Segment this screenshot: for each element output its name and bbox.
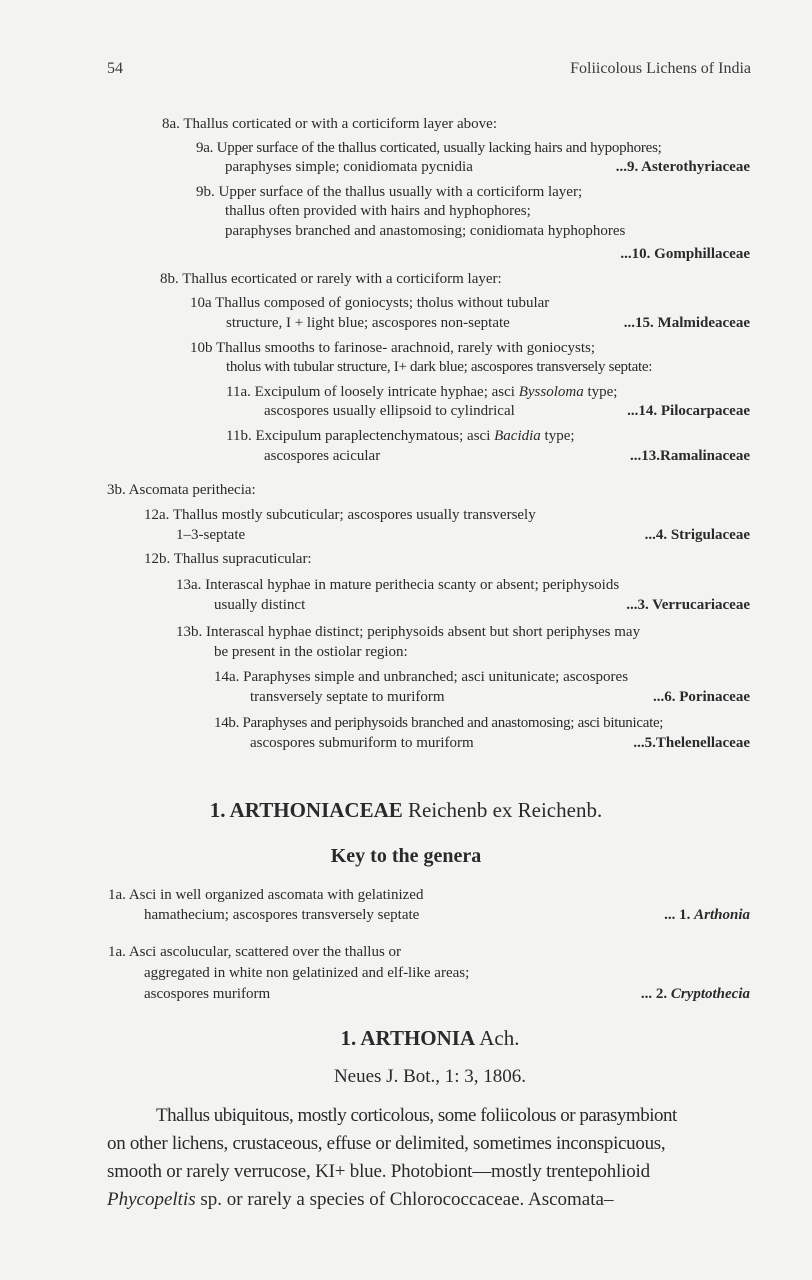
description-line-4: Phycopeltis sp. or rarely a species of Chlorococcaceae. Ascomata– <box>107 1189 614 1210</box>
genera-key-line-1-cont: hamathecium; ascospores transversely septate <box>144 907 420 923</box>
genera-key-title: Key to the genera <box>330 845 482 867</box>
key-result-verrucariaceae: ...3. Verrucariaceae <box>626 597 750 613</box>
genus-heading: 1. ARTHONIA Ach. <box>340 1026 520 1050</box>
key-line-9b: 9b. Upper surface of the thallus usually with a corticiform layer; <box>196 184 583 200</box>
key-line-13a: 13a. Interascal hyphae in mature perithecia scanty or absent; periphysoids <box>176 577 620 593</box>
key-line-14b-cont: ascospores submuriform to muriform <box>250 735 474 751</box>
key-line-11b: 11b. Excipulum paraplectenchymatous; asci Bacidia type; <box>226 428 575 444</box>
key-line-10b-cont: tholus with tubular structure, I+ dark blue; ascospores transversely septate: <box>226 359 653 375</box>
key-result-porinaceae: ...6. Porinaceae <box>652 689 750 705</box>
key-result-strigulaceae: ...4. Strigulaceae <box>644 527 750 543</box>
family-heading: 1. ARTHONIACEAE Reichenb ex Reichenb. <box>209 798 603 822</box>
key-result-asterothyriaceae: ...9. Asterothyriaceae <box>615 159 750 175</box>
genera-key-line-2-cont2: ascospores muriform <box>144 986 271 1002</box>
key-line-11b-cont: ascospores acicular <box>264 448 381 464</box>
key-line-13b-cont: be present in the ostiolar region: <box>214 644 408 660</box>
key-result-gomphillaceae: ...10. Gomphillaceae <box>620 246 750 262</box>
key-line-3b: 3b. Ascomata perithecia: <box>107 482 256 498</box>
key-line-14a: 14a. Paraphyses simple and unbranched; asci unitunicate; ascospores <box>214 669 629 685</box>
key-line-10a-cont: structure, I + light blue; ascospores non-septate <box>226 315 510 331</box>
running-title: Foliicolous Lichens of India <box>570 60 751 77</box>
key-line-14a-cont: transversely septate to muriform <box>250 689 445 705</box>
key-line-8b: 8b. Thallus ecorticated or rarely with a corticiform layer: <box>160 271 502 287</box>
key-result-thelenellaceae: ...5.Thelenellaceae <box>633 735 750 751</box>
key-line-10a: 10a Thallus composed of goniocysts; tholus without tubular <box>190 295 550 311</box>
key-line-12a-cont: 1–3-septate <box>176 527 246 543</box>
description-line-2: on other lichens, crustaceous, effuse or delimited, sometimes inconspicuous, <box>107 1133 666 1154</box>
genera-result-arthonia: ... 1. Arthonia <box>664 907 750 923</box>
key-line-9a: 9a. Upper surface of the thallus corticated, usually lacking hairs and hypophores; <box>196 140 662 156</box>
key-line-9b-cont1: thallus often provided with hairs and hyphophores; <box>225 203 531 219</box>
key-line-11a: 11a. Excipulum of loosely intricate hyphae; asci Byssoloma type; <box>226 384 618 400</box>
key-line-12b: 12b. Thallus supracuticular: <box>144 551 312 567</box>
genera-result-cryptothecia: ... 2. Cryptothecia <box>640 986 750 1002</box>
key-line-13b: 13b. Interascal hyphae distinct; periphysoids absent but short periphyses may <box>176 624 641 640</box>
key-line-9b-cont2: paraphyses branched and anastomosing; conidiomata hyphophores <box>225 223 626 239</box>
key-line-14b: 14b. Paraphyses and periphysoids branched and anastomosing; asci bitunicate; <box>214 715 664 731</box>
key-result-ramalinaceae: ...13.Ramalinaceae <box>630 448 750 464</box>
genus-citation: Neues J. Bot., 1: 3, 1806. <box>333 1066 527 1087</box>
page-number: 54 <box>107 60 123 77</box>
genera-key-line-2: 1a. Asci ascolucular, scattered over the thallus or <box>108 944 402 960</box>
key-line-9a-cont: paraphyses simple; conidiomata pycnidia <box>225 159 473 175</box>
key-result-pilocarpaceae: ...14. Pilocarpaceae <box>627 403 750 419</box>
genera-key-line-1: 1a. Asci in well organized ascomata with gelatinized <box>108 887 424 903</box>
key-line-10b: 10b Thallus smooths to farinose- arachnoid, rarely with goniocysts; <box>190 340 596 356</box>
key-line-8a: 8a. Thallus corticated or with a corticiform layer above: <box>162 116 498 132</box>
key-result-malmideaceae: ...15. Malmideaceae <box>623 315 750 331</box>
genera-key-line-2-cont1: aggregated in white non gelatinized and elf-like areas; <box>144 965 470 981</box>
description-line-3: smooth or rarely verrucose, KI+ blue. Photobiont—mostly trentepohlioid <box>107 1161 650 1182</box>
description-line-1: Thallus ubiquitous, mostly corticolous, some foliicolous or parasymbiont <box>156 1105 677 1126</box>
key-line-13a-cont: usually distinct <box>214 597 306 613</box>
key-line-12a: 12a. Thallus mostly subcuticular; ascospores usually transversely <box>144 507 536 523</box>
key-line-11a-cont: ascospores usually ellipsoid to cylindrical <box>264 403 515 419</box>
